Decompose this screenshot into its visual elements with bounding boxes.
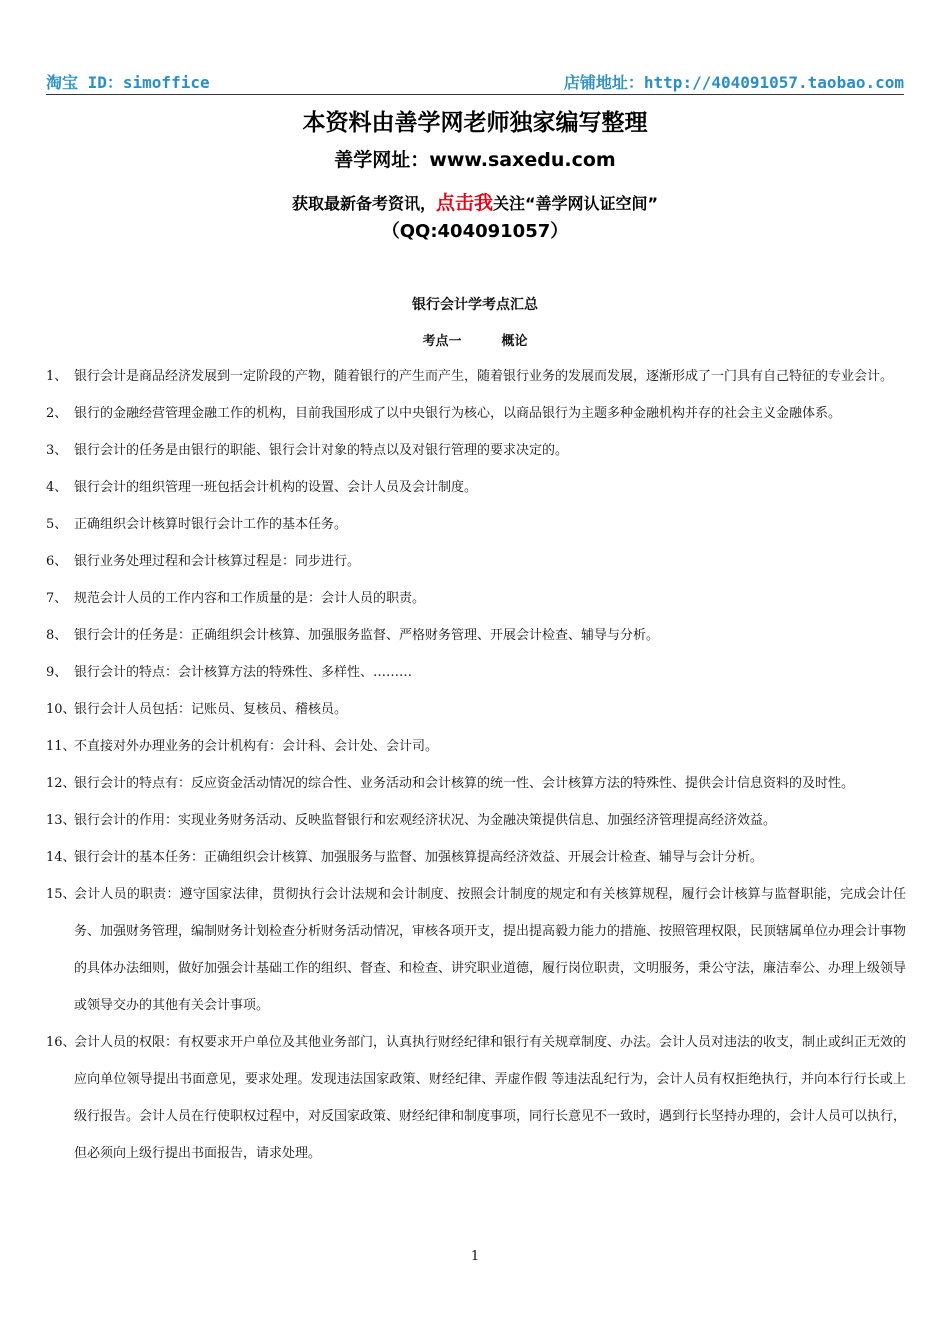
section-heading [0,330,950,349]
list-item [46,802,906,839]
shop-url: 店铺地址：http://404091057.taobao.com [563,73,904,92]
item-number: 6、 [46,554,68,569]
item-number: 2、 [46,406,68,421]
document-title: 银行会计学考点汇总 [412,297,538,313]
item-list [46,358,906,1172]
item-number: 1、 [46,369,68,384]
list-item [46,469,906,506]
item-text: 银行会计的组织管理一班包括会计机构的设置、会计人员及会计制度。 [74,480,478,495]
item-text: 规范会计人员的工作内容和工作质量的是：会计人员的职责。 [74,591,426,606]
banner-website: 善学网址：www.saxedu.com [334,149,616,171]
item-number: 3、 [46,443,68,458]
item-number: 11、 [46,739,76,754]
item-number: 5、 [46,517,68,532]
list-item [46,395,906,432]
item-number: 8、 [46,628,68,643]
item-number: 13、 [46,813,76,828]
item-number: 4、 [46,480,68,495]
item-text: 银行会计人员包括：记账员、复核员、稽核员。 [74,702,348,717]
banner-line-1: 本资料由善学网老师独家编写整理 [302,110,648,136]
list-item [46,506,906,543]
item-text: 会计人员的权限：有权要求开户单位及其他业务部门，认真执行财经纪律和银行有关规章制度、办法。会计人员对违法的收支，制止或纠正无效的应向单位领导提出书面意见，要求处理。发现违法国家政策、财经纪律、弄虚作假 等违法乱纪行为，会计人员有权拒绝执行，并向本行行长或上级行报告。会计人员在行使职权过程中，对反国家政策、财经纪律和制度事项，同行长意见不一致时，遇到行长坚持办理的，会计人员可以执行，但必须向上级行提出书面报告，请求处理。 [74,1035,907,1161]
item-number: 7、 [46,591,68,606]
list-item [46,654,906,691]
item-text: 会计人员的职责：遵守国家法律，贯彻执行会计法规和会计制度、按照会计制度的规定和有关核算规程，履行会计核算与监督职能，完成会计任务、加强财务管理，编制财务计划检查分析财务活动情况，审核各项开支，提出提高毅力能力的措施、按照管理权限，民顶辖属单位办理会计事物的具体办法细则，做好加强会计基础工作的组织、督查、和检查、讲究职业道德，履行岗位职责，文明服务，秉公守法，廉洁奉公、办理上级领导或领导交办的其他有关会计事项。 [74,887,907,1013]
list-item [46,1024,906,1172]
click-me-link[interactable]: 点击我 [435,192,493,214]
banner-line-3 [0,188,950,218]
item-text: 银行的金融经营管理金融工作的机构，目前我国形成了以中央银行为核心，以商品银行为主题多种金融机构并存的社会主义金融体系。 [74,406,842,421]
item-number: 16、 [46,1035,76,1050]
promo-banner [0,106,950,246]
item-text: 银行业务处理过程和会计核算过程是：同步进行。 [74,554,361,569]
item-number: 15、 [46,887,76,902]
item-number: 10、 [46,702,76,717]
section-label: 考点一 [422,334,462,349]
item-number: 14、 [46,850,76,865]
list-item [46,617,906,654]
banner-text-a: 获取最新备考资讯， [291,194,436,213]
page-number: 1 [470,1249,480,1264]
list-item [46,765,906,802]
list-item [46,358,906,395]
item-text: 银行会计的特点有：反应资金活动情况的综合性、业务活动和会计核算的统一性、会计核算方法的特殊性、提供会计信息资料的及时性。 [74,776,855,791]
list-item [46,876,906,1024]
banner-text-c: 关注“善学网认证空间” [492,194,659,213]
list-item [46,839,906,876]
item-text: 银行会计的任务是：正确组织会计核算、加强服务监督、严格财务管理、开展会计检查、辅导与分析。 [74,628,660,643]
item-text: 银行会计的基本任务：正确组织会计核算、加强服务与监督、加强核算提高经济效益、开展会计检查、辅导与会计分析。 [74,850,764,865]
item-number: 12、 [46,776,76,791]
list-item [46,580,906,617]
list-item [46,543,906,580]
list-item [46,691,906,728]
banner-qq: （QQ:404091057） [381,221,569,242]
section-name: 概论 [501,334,528,349]
list-item [46,432,906,469]
page-header [46,70,904,95]
item-text: 银行会计是商品经济发展到一定阶段的产物，随着银行的产生而产生，随着银行业务的发展而发展，逐渐形成了一门具有自己特征的专业会计。 [74,369,894,384]
item-text: 银行会计的作用：实现业务财务活动、反映监督银行和宏观经济状况、为金融决策提供信息、加强经济管理提高经济效益。 [74,813,777,828]
shop-id: 淘宝 ID：simoffice [46,73,210,92]
list-item [46,728,906,765]
item-text: 不直接对外办理业务的会计机构有：会计科、会计处、会计司。 [74,739,439,754]
item-number: 9、 [46,665,68,680]
item-text: 银行会计的任务是由银行的职能、银行会计对象的特点以及对银行管理的要求决定的。 [74,443,569,458]
item-text: 银行会计的特点：会计核算方法的特殊性、多样性、……… [74,665,413,680]
item-text: 正确组织会计核算时银行会计工作的基本任务。 [74,517,348,532]
